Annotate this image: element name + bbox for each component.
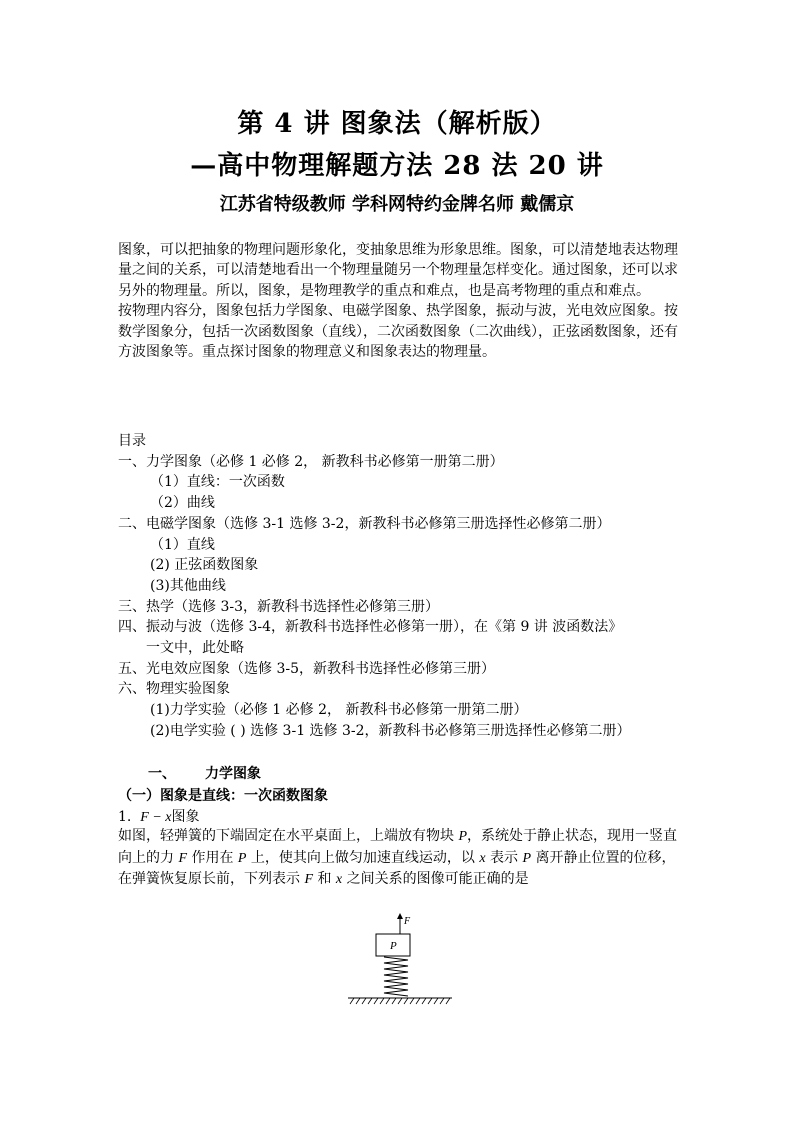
author-line: 江苏省特级教师 学科网特约金牌名师 戴儒京: [219, 194, 575, 215]
toc-item: (1)力学实验（必修 1 必修 2， 新教科书必修第一册第二册）: [150, 702, 528, 719]
section-number: 一、: [148, 766, 176, 782]
intro-paragraph-1: 图象，可以把抽象的物理问题形象化，变抽象思维为形象思维。图象，可以清楚地表达物理量之间的关系，可以清楚地看出一个物理量随另一个物理量怎样变化。通过图象，还可以求另外的物理量。所以，图象，是物理教学的重点和难点，也是高考物理的重点和难点。: [118, 242, 678, 299]
question-number: 1.: [118, 809, 132, 825]
intro-text: [118, 240, 688, 362]
toc-item: 六、物理实验图象: [118, 681, 230, 698]
table-of-contents: [118, 431, 698, 742]
math-variable: P: [522, 850, 532, 866]
question-text-part: 如图，轻弹簧的下端固定在水平桌面上，上端放有物块: [118, 828, 459, 844]
toc-heading: 目录: [118, 433, 146, 449]
question-text-part: 离开静止位置的位移，在弹簧恢复原长前，下列表示: [118, 849, 676, 887]
toc-item: 四、振动与波（选修 3-4，新教科书选择性必修第一册），在《第 9 讲 波函数法》: [118, 619, 623, 636]
question-text: [118, 826, 688, 891]
section-heading: 力学图象: [205, 766, 261, 782]
toc-item: (3)其他曲线: [150, 577, 226, 594]
toc-item: (2) 正弦函数图象: [150, 557, 259, 574]
math-variable: x: [479, 850, 486, 866]
question-text-part: 作用在: [187, 849, 238, 866]
toc-item: （1）直线：一次函数: [150, 474, 285, 491]
subsection-heading: （一）图象是直线：一次函数图象: [118, 788, 328, 804]
document-title: 第 4 讲 图象法（解析版）: [237, 109, 557, 139]
question-text-part: 表示: [485, 849, 523, 866]
toc-item: （1）直线: [150, 536, 215, 553]
toc-item: (2)电学实验 ( ) 选修 3-1 选修 3-2，新教科书必修第三册选择性必修第二册）: [150, 722, 631, 739]
toc-item: 二、电磁学图象（选修 3-1 选修 3-2，新教科书必修第三册选择性必修第二册）: [118, 515, 611, 532]
force-arrow-head: [397, 913, 403, 919]
toc-item: 一、力学图象（必修 1 必修 2， 新教科书必修第一册第二册）: [118, 453, 504, 470]
toc-item: 五、光电效应图象（选修 3-5，新教科书选择性必修第三册）: [118, 660, 495, 677]
toc-item: （2）曲线: [150, 495, 215, 512]
spring: [384, 957, 408, 996]
question-text-part: ，系统处于静止状态，现用一竖直向上的力: [118, 828, 678, 866]
block-label: P: [390, 940, 397, 952]
math-variable: x: [335, 872, 343, 887]
intro-paragraph-2: 按物理内容分，图象包括力学图象、电磁学图象、热学图象，振动与波，光电效应图象。按数学图象分，包括一次函数图象（直线），二次函数图象（二次曲线），正弦函数图象，还有方波图象等。重点探讨图象的物理意义和图象表达的物理量。: [118, 303, 678, 361]
question-text-part: 上，使其向上做匀加速直线运动，以: [246, 849, 480, 866]
graph-title-suffix: 图象: [171, 809, 200, 825]
math-variable: F: [304, 872, 314, 887]
ground-hatch: [350, 998, 450, 1004]
question-heading: [118, 806, 199, 826]
math-variable: P: [237, 850, 247, 866]
document-subtitle: —高中物理解题方法 28 法 20 讲: [190, 151, 604, 181]
math-variable: P: [458, 829, 468, 844]
force-label: F: [404, 916, 411, 927]
toc-item: 三、热学（选修 3-3，新教科书选择性必修第三册）: [118, 598, 439, 615]
spring-block-diagram: [340, 910, 460, 1010]
question-text-part: 和: [313, 871, 336, 887]
question-text-part: 之间关系的图像可能正确的是: [342, 871, 529, 887]
toc-item: 一文中，此处略: [146, 640, 244, 657]
math-variable: F: [178, 850, 188, 866]
graph-variables: F − x: [140, 810, 172, 825]
